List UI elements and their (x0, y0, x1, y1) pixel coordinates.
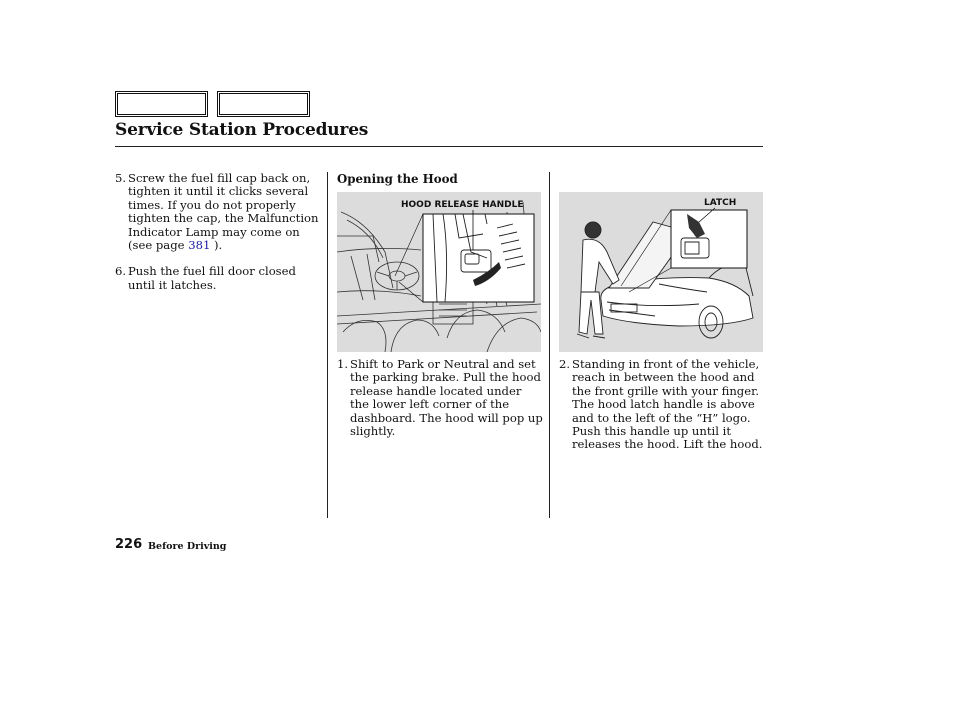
hood-release-handle-label: HOOD RELEASE HANDLE (401, 200, 524, 210)
section-name: Before Driving (148, 541, 227, 552)
step-2-number: 2. (559, 357, 571, 371)
nav-button-2[interactable] (217, 91, 310, 117)
title-rule (115, 146, 763, 147)
column-divider-right (549, 172, 550, 518)
step-2-text: Standing in front of the vehicle, reach in between the hood and the front grille with your finger. The hood latch handle is above and to the left of the “H” logo. Push this handle up until it releases the hood. Lift the hood. (572, 357, 763, 452)
left-column-steps (115, 172, 320, 305)
hood-latch-figure (559, 192, 763, 352)
step-2 (559, 358, 764, 452)
step-5-text-end: ). (210, 238, 223, 253)
step-1 (337, 358, 543, 438)
right-column-step (559, 358, 764, 465)
step-5-text-main: Screw the fuel fill cap back on, tighten it until it clicks several times. If you do not properly tighten the cap, the Malfunction Indicator Lamp may come on (see page (128, 171, 319, 253)
step-5 (115, 172, 320, 252)
page-title: Service Station Procedures (115, 120, 369, 140)
dashboard-illustration (337, 192, 541, 352)
nav-button-1[interactable] (115, 91, 208, 117)
step-1-text: Shift to Park or Neutral and set the parking brake. Pull the hood release handle located under the lower left corner of the dashboard. The hood will pop up slightly. (350, 357, 543, 439)
middle-column-step (337, 358, 543, 451)
page-381-link[interactable]: 381 (188, 238, 211, 253)
step-6-number: 6. (115, 264, 127, 279)
step-1-number: 1. (337, 357, 349, 371)
step-5-number: 5. (115, 171, 127, 185)
step-6-text: Push the fuel fill door closed until it latches. (128, 264, 296, 292)
hood-release-figure (337, 192, 541, 352)
column-divider-left (327, 172, 328, 518)
step-5-text (128, 172, 320, 252)
step-6 (115, 265, 320, 292)
latch-label: LATCH (704, 198, 737, 208)
opening-hood-heading: Opening the Hood (337, 172, 458, 186)
hood-latch-illustration (559, 192, 763, 352)
page-number: 226 (115, 537, 143, 552)
